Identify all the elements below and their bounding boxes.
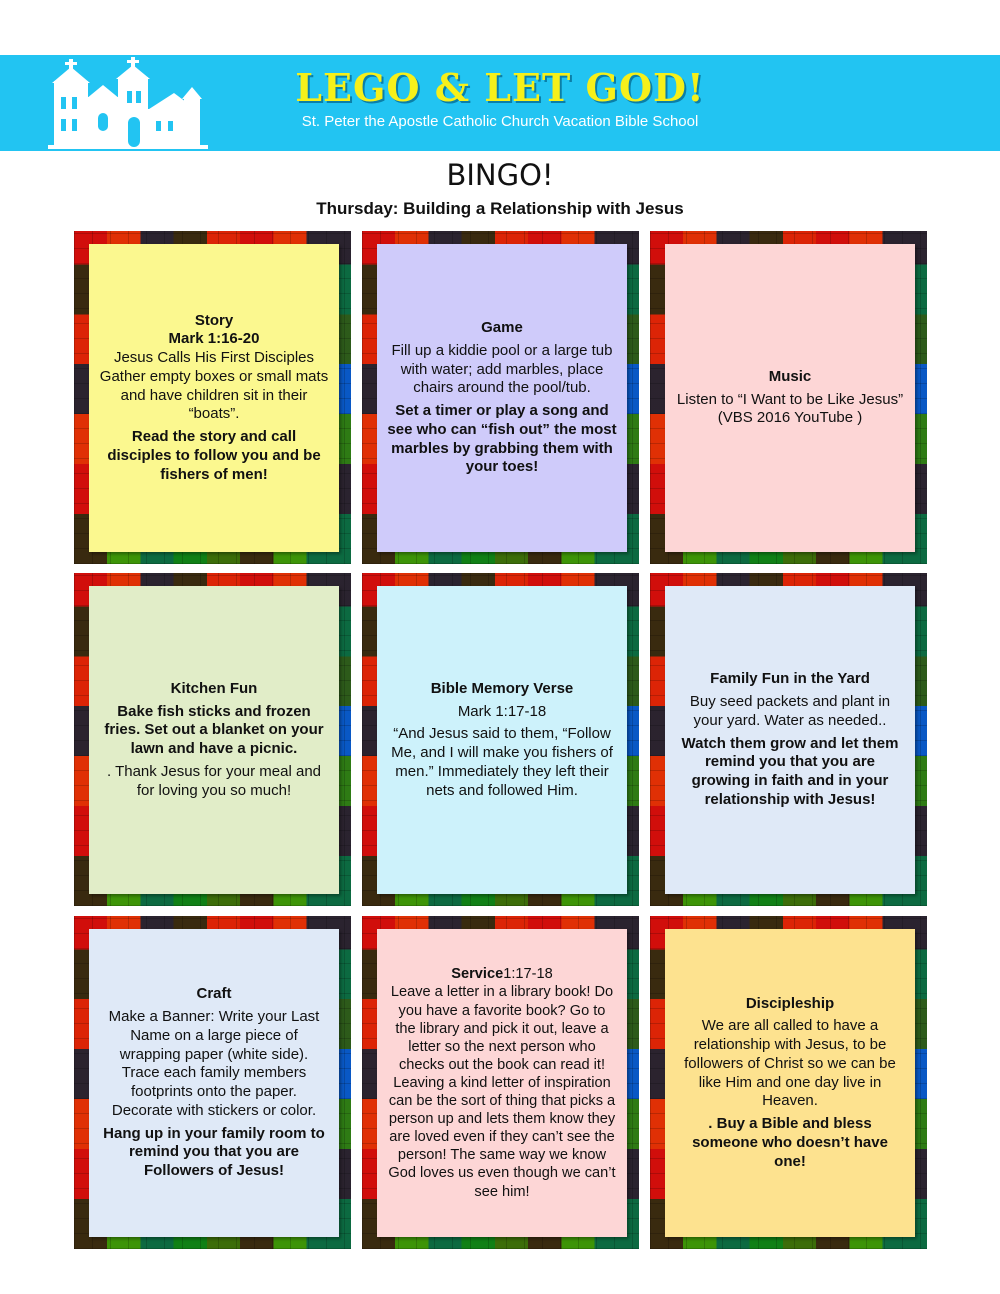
discipleship-body: We are all called to have a relationship with Jesus, to be followers of Christ so we can be like Him and one day live in Heaven.: [684, 1017, 896, 1110]
story-heading: Story: [194, 311, 234, 329]
music-panel: [665, 244, 915, 552]
kitchen-body: . Thank Jesus for your meal and for loving you so much!: [107, 762, 321, 799]
tile-bible-memory-verse: [362, 573, 639, 906]
tile-music: [650, 231, 927, 564]
discipleship-heading: Discipleship: [745, 994, 835, 1012]
game-instruction: Set a timer or play a song and see who can “fish out” the most marbles by grabbing them with your toes!: [387, 402, 617, 476]
story-panel: [89, 244, 339, 552]
service-heading-row: [451, 965, 552, 983]
verse-reference: Mark 1:17-18: [457, 702, 547, 720]
story-body: Jesus Calls His First Disciples Gather empty boxes or small mats and have children sit in their “boats”.: [99, 349, 329, 423]
game-heading: Game: [481, 319, 523, 336]
service-heading-reference: 1:17-18: [503, 966, 553, 983]
banner-subtitle: St. Peter the Apostle Catholic Church Vacation Bible School: [301, 113, 699, 130]
craft-body: Make a Banner: Write your Last Name on a large piece of wrapping paper (white side). Trace each family members footprints onto the paper. Decorate with stickers or color.: [108, 1008, 320, 1119]
tile-kitchen-fun: [74, 573, 351, 906]
header-banner: [0, 55, 1000, 151]
game-panel: [377, 244, 627, 552]
page-subtitle: Thursday: Building a Relationship with Jesus: [316, 199, 684, 218]
tile-discipleship: [650, 916, 927, 1249]
banner-title: LEGO & LET GOD!: [295, 65, 705, 110]
discipleship-instruction: . Buy a Bible and bless someone who doesn’t have one!: [692, 1115, 888, 1170]
tile-family-fun: [650, 573, 927, 906]
service-body: Leave a letter in a library book! Do you have a favorite book? Go to the library and pick it out, leave a letter so the next person who checks out the book can read it! Leaving a kind letter of inspiration can be the sort of thing that picks a person up and lets them know they are loved even if they can’t see the person! The same way we know God loves us even though we can’t see him!: [388, 984, 616, 1200]
story-reference: Mark 1:16-20: [168, 330, 260, 348]
tile-story: [74, 231, 351, 564]
family-body: Buy seed packets and plant in your yard. Water as needed..: [689, 693, 891, 729]
music-body: Listen to “I Want to be Like Jesus” (VBS 2016 YouTube ): [676, 390, 904, 427]
tile-game: [362, 231, 639, 564]
family-heading: Family Fun in the Yard: [710, 670, 870, 688]
game-body: Fill up a kiddie pool or a large tub with water; add marbles, place chairs around the pool/tub.: [391, 341, 613, 397]
verse-heading: Bible Memory Verse: [430, 679, 574, 697]
kitchen-panel: [89, 586, 339, 894]
craft-heading: Craft: [196, 985, 232, 1003]
discipleship-panel: [665, 929, 915, 1237]
tile-craft: [74, 916, 351, 1249]
verse-body: “And Jesus said to them, “Follow Me, and I will make you fishers of men.” Immediately they left their nets and followed Him.: [391, 725, 613, 799]
service-panel: [377, 929, 627, 1237]
kitchen-instruction: Bake fish sticks and frozen fries. Set out a blanket on your lawn and have a picnic.: [104, 702, 324, 757]
family-instruction: Watch them grow and let them remind you that you are growing in faith and in your relationship with Jesus!: [681, 734, 899, 808]
verse-panel: [377, 586, 627, 894]
tile-service: [362, 916, 639, 1249]
service-heading: Service: [451, 966, 504, 983]
craft-instruction: Hang up in your family room to remind you that you are Followers of Jesus!: [103, 1124, 325, 1179]
craft-panel: [89, 929, 339, 1237]
music-heading: Music: [768, 367, 812, 385]
family-panel: [665, 586, 915, 894]
page-title: BINGO!: [446, 158, 554, 192]
kitchen-heading: Kitchen Fun: [170, 679, 258, 697]
story-instruction: Read the story and call disciples to follow you and be fishers of men!: [107, 428, 321, 483]
